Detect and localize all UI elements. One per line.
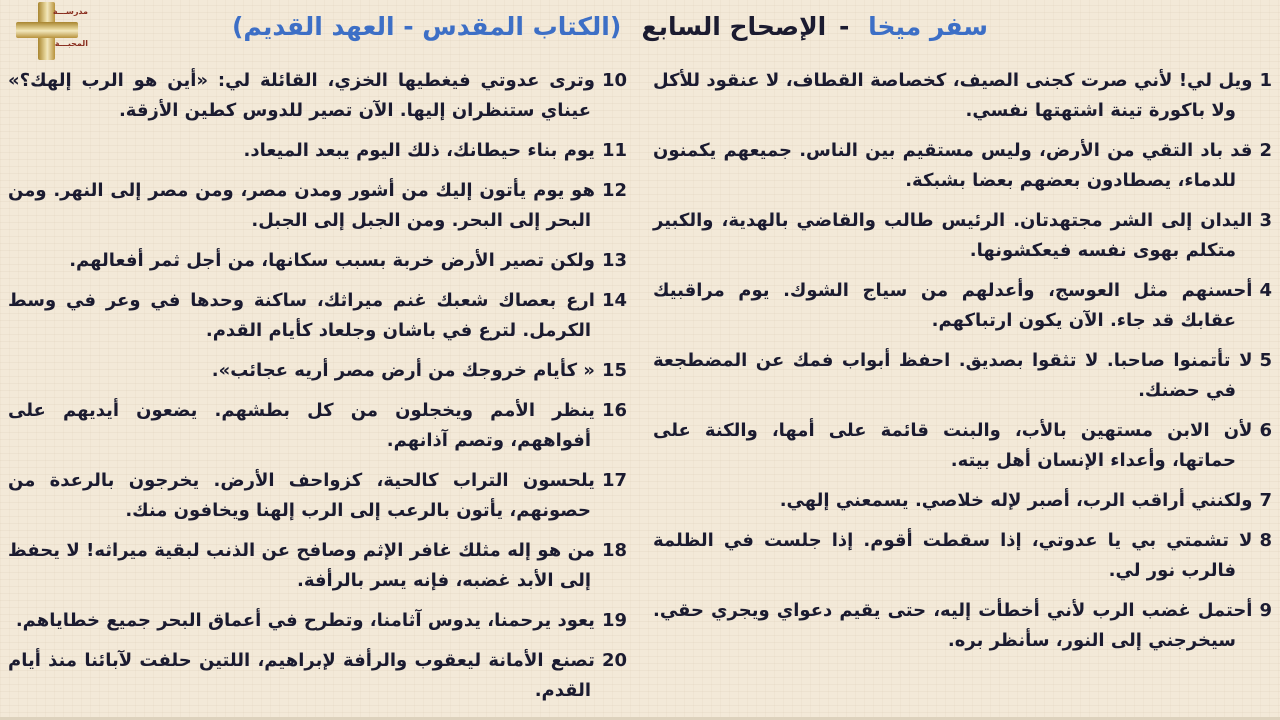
school-cross-logo	[12, 0, 90, 62]
verse-number: 10	[601, 70, 627, 91]
verse-number: 14	[601, 290, 627, 311]
verse-text: لأن الابن مستهين بالأب، والبنت قائمة على أمها، والكنة على حماتها، وأعداء الإنسان أهل بيته.	[653, 420, 1253, 471]
verse-text: أحسنهم مثل العوسج، وأعدلهم من سياج الشوك. يوم مراقبيك عقابك قد جاء. الآن يكون ارتباكهم.	[653, 280, 1253, 331]
verse-number: 11	[601, 140, 627, 161]
verses-column-left	[8, 66, 627, 716]
verse-text: ولكن تصير الأرض خربة بسبب سكانها، من أجل ثمر أفعالهم.	[69, 250, 595, 271]
verse	[8, 136, 627, 166]
verse	[653, 206, 1272, 266]
verse-text: تصنع الأمانة ليعقوب والرأفة لإبراهيم، اللتين حلفت لآبائنا منذ أيام القدم.	[8, 650, 595, 701]
verse	[8, 176, 627, 236]
verse-number: 13	[601, 250, 627, 271]
verse-text: لا تأتمنوا صاحبا. لا تثقوا بصديق. احفظ أبواب فمك عن المضطجعة في حضنك.	[653, 350, 1253, 401]
verse-number: 20	[601, 650, 627, 671]
title-separator: -	[838, 12, 850, 41]
book-chapter-title	[642, 12, 988, 41]
verse-text: يعود يرحمنا، يدوس آثامنا، وتطرح في أعماق البحر جميع خطاياهم.	[15, 610, 595, 631]
bible-testament-title: (الكتاب المقدس - العهد القديم)	[232, 12, 622, 41]
verse-number: 18	[601, 540, 627, 561]
logo-word-bottom: المحبـــة	[54, 39, 88, 48]
verse-text: « كأيام خروجك من أرض مصر أريه عجائب».	[211, 360, 595, 381]
book-name: سفر ميخا	[868, 12, 988, 41]
verse-number: 6	[1259, 420, 1272, 441]
cross-icon-arm	[16, 22, 78, 38]
verse-number: 15	[601, 360, 627, 381]
logo-word-top: مدرســـة	[52, 7, 88, 16]
verse-text: ارع بعصاك شعبك غنم ميراثك، ساكنة وحدها في وعر في وسط الكرمل. لترع في باشان وجلعاد كأيام القدم.	[8, 290, 595, 341]
chapter-name: الإصحاح السابع	[641, 12, 827, 41]
verse-text: يلحسون التراب كالحية، كزواحف الأرض. يخرجون بالرعدة من حصونهم، يأتون بالرعب إلى الرب إلهنا ويخافون منك.	[8, 470, 595, 521]
verse	[8, 356, 627, 386]
verse	[653, 346, 1272, 406]
verse-text: ولكنني أراقب الرب، أصبر لإله خلاصي. يسمعني إلهي.	[779, 490, 1253, 511]
verse	[8, 646, 627, 706]
verse	[8, 466, 627, 526]
verse	[653, 416, 1272, 476]
verse-number: 19	[601, 610, 627, 631]
page-header	[0, 0, 1280, 62]
verse-text: ويل لي! لأني صرت كجنى الصيف، كخصاصة القطاف، لا عنقود للأكل ولا باكورة تينة اشتهتها نفسي.	[653, 70, 1253, 121]
verse-number: 8	[1259, 530, 1272, 551]
verse-text: قد باد التقي من الأرض، وليس مستقيم بين الناس. جميعهم يكمنون للدماء، يصطادون بعضهم بعضا بشبكة.	[653, 140, 1253, 191]
verse-number: 1	[1259, 70, 1272, 91]
verse-number: 7	[1259, 490, 1272, 511]
verse	[653, 526, 1272, 586]
verse-number: 12	[601, 180, 627, 201]
verse-text: من هو إله مثلك غافر الإثم وصافح عن الذنب لبقية ميراثه! لا يحفظ إلى الأبد غضبه، فإنه يسر بالرأفة.	[8, 540, 595, 591]
verse	[653, 66, 1272, 126]
verse-number: 2	[1259, 140, 1272, 161]
verse	[653, 596, 1272, 656]
verse	[8, 246, 627, 276]
verse	[653, 486, 1272, 516]
verse-number: 4	[1259, 280, 1272, 301]
verse-number: 16	[601, 400, 627, 421]
verse-number: 5	[1259, 350, 1272, 371]
verse	[8, 606, 627, 636]
verse	[8, 66, 627, 126]
verse-text: وترى عدوتي فيغطيها الخزي، القائلة لي: «أين هو الرب إلهك؟» عيناي ستنظران إليها. الآن تصير للدوس كطين الأزقة.	[8, 70, 595, 121]
verse-number: 17	[601, 470, 627, 491]
verses-area	[0, 62, 1280, 716]
verse	[8, 396, 627, 456]
verse-text: ينظر الأمم ويخجلون من كل بطشهم. يضعون أيديهم على أفواههم، وتصم آذانهم.	[8, 400, 595, 451]
verse	[8, 536, 627, 596]
verse-text: لا تشمتي بي يا عدوتي، إذا سقطت أقوم. إذا جلست في الظلمة فالرب نور لي.	[653, 530, 1253, 581]
verse-text: اليدان إلى الشر مجتهدتان. الرئيس طالب والقاضي بالهدية، والكبير متكلم بهوى نفسه فيعكشونها.	[653, 210, 1253, 261]
verse-number: 9	[1259, 600, 1272, 621]
verse	[8, 286, 627, 346]
verse-text: يوم بناء حيطانك، ذلك اليوم يبعد الميعاد.	[243, 140, 595, 161]
verses-column-right	[653, 66, 1272, 716]
verse-number: 3	[1259, 210, 1272, 231]
verse-text: هو يوم يأتون إليك من أشور ومدن مصر، ومن مصر إلى النهر. ومن البحر إلى البحر. ومن الجبل إلى الجبل.	[8, 180, 595, 231]
verse-text: أحتمل غضب الرب لأني أخطأت إليه، حتى يقيم دعواي ويجري حقي. سيخرجني إلى النور، سأنظر بره.	[653, 600, 1253, 651]
verse	[653, 276, 1272, 336]
verse	[653, 136, 1272, 196]
